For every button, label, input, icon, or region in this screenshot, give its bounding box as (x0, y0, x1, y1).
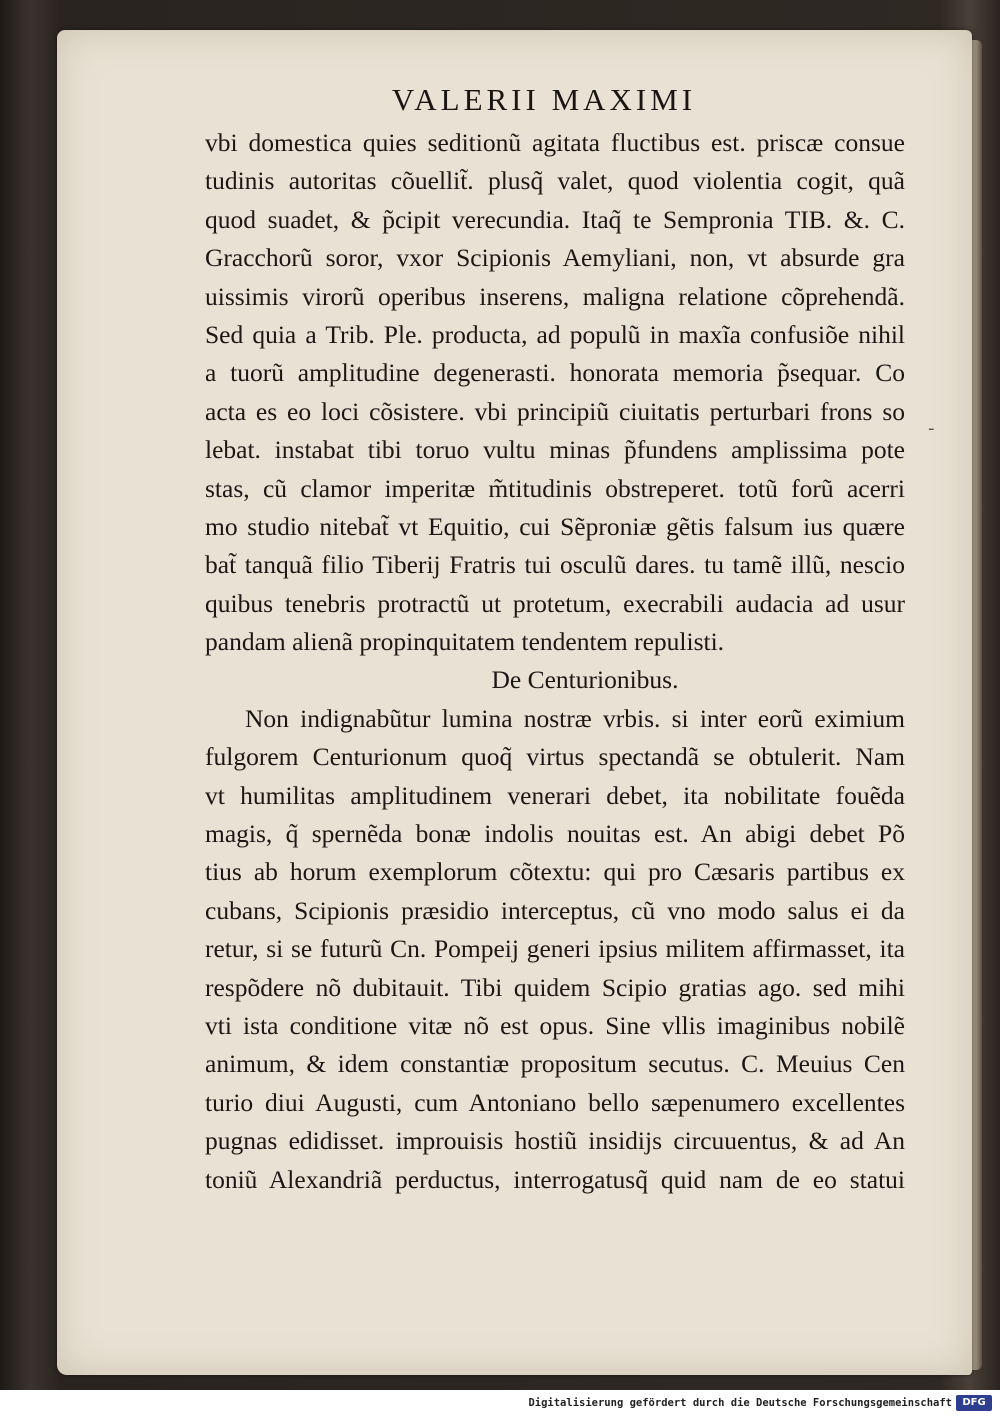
text-line: uissimis virorũ operibus inserens, maligna relatione cõprehendã. (205, 281, 905, 311)
text-line: quibus tenebris protractũ ut protetum, execrabili audacia ad usur (205, 588, 905, 618)
text-line: quod suadet, & p̃cipit verecundia. Itaq̃ te Sempronia TIB. &. C. (205, 204, 905, 234)
text-line: fulgorem Centurionum quoq̃ virtus spectandã se obtulerit. Nam (205, 742, 905, 772)
text-line: turio diui Augusti, cum Antoniano bello sæpenumero excellentes (205, 1087, 905, 1117)
text-line: mo studio nitebat̃ vt Equitio, cui Sẽproniæ gẽtis falsum ius quære (205, 511, 905, 541)
text-line: vti ista conditione vitæ nõ est opus. Sine vllis imaginibus nobilẽ (205, 1010, 905, 1040)
text-line: lebat. instabat tibi toruo vultu minas p̃fundens amplissima pote (205, 435, 905, 465)
text-block (205, 124, 905, 1199)
text-line: cubans, Scipionis præsidio interceptus, cũ vno modo salus ei da (205, 895, 905, 925)
text-line: pandam alienã propinquitatem tendentem repulisti. (205, 627, 725, 657)
margin-mark: - (928, 418, 935, 439)
text-line: vt humilitas amplitudinem venerari debet, ita nobilitate fouẽda (205, 780, 905, 810)
text-line: stas, cũ clamor imperitæ m̃titudinis obstreperet. totũ forũ acerri (205, 473, 905, 503)
text-line: a tuorũ amplitudine degenerasti. honorata memoria p̃sequar. Co (205, 358, 905, 388)
text-line: animum, & idem constantiæ propositum secutus. C. Meuius Cen (205, 1049, 905, 1079)
text-line: acta es eo loci cõsistere. vbi principiũ ciuitatis perturbari frons so (205, 396, 905, 426)
text-line: magis, q̃ spernẽda bonæ indolis nouitas est. An abigi debet Põ (205, 819, 905, 849)
footer-credit: Digitalisierung gefördert durch die Deutsche Forschungsgemeinschaft (528, 1397, 952, 1409)
text-line: toniũ Alexandriã perductus, interrogatusq̃ quid nam de eo statui (205, 1164, 905, 1194)
running-head: VALERII MAXIMI (391, 82, 697, 117)
text-line: vbi domestica quies seditionũ agitata fluctibus est. priscæ consue (205, 128, 905, 157)
text-line: bat̃ tanquã filio Tiberij Fratris tui osculũ dares. tu tamẽ illũ, nescio (205, 550, 905, 580)
text-line: Gracchorũ soror, vxor Scipionis Aemyliani, non, vt absurde gra (205, 243, 905, 273)
text-line: tudinis autoritas cõuellit̃. plusq̃ valet, quod violentia cogit, quã (205, 166, 905, 196)
text-line: pugnas edidisset. improuisis hostiũ insidijs circuuentus, & ad An (205, 1126, 905, 1156)
section-heading: De Centurionibus. (491, 665, 679, 695)
text-line: Sed quia a Trib. Ple. producta, ad populũ in maxĩa confusiõe nihil (205, 319, 905, 349)
text-line: tius ab horum exemplorum cõtextu: qui pro Cæsaris partibus ex (205, 857, 905, 887)
text-line: respõdere nõ dubitauit. Tibi quidem Scipio gratias ago. sed mihi (205, 972, 905, 1002)
dfg-logo: DFG (956, 1395, 992, 1411)
footer-bar (0, 1390, 1000, 1417)
text-line: retur, si se futurũ Cn. Pompeij generi ipsius militem affirmasset, ita (205, 934, 905, 964)
text-line: Non indignabũtur lumina nostræ vrbis. si inter eorũ eximium (245, 703, 905, 733)
